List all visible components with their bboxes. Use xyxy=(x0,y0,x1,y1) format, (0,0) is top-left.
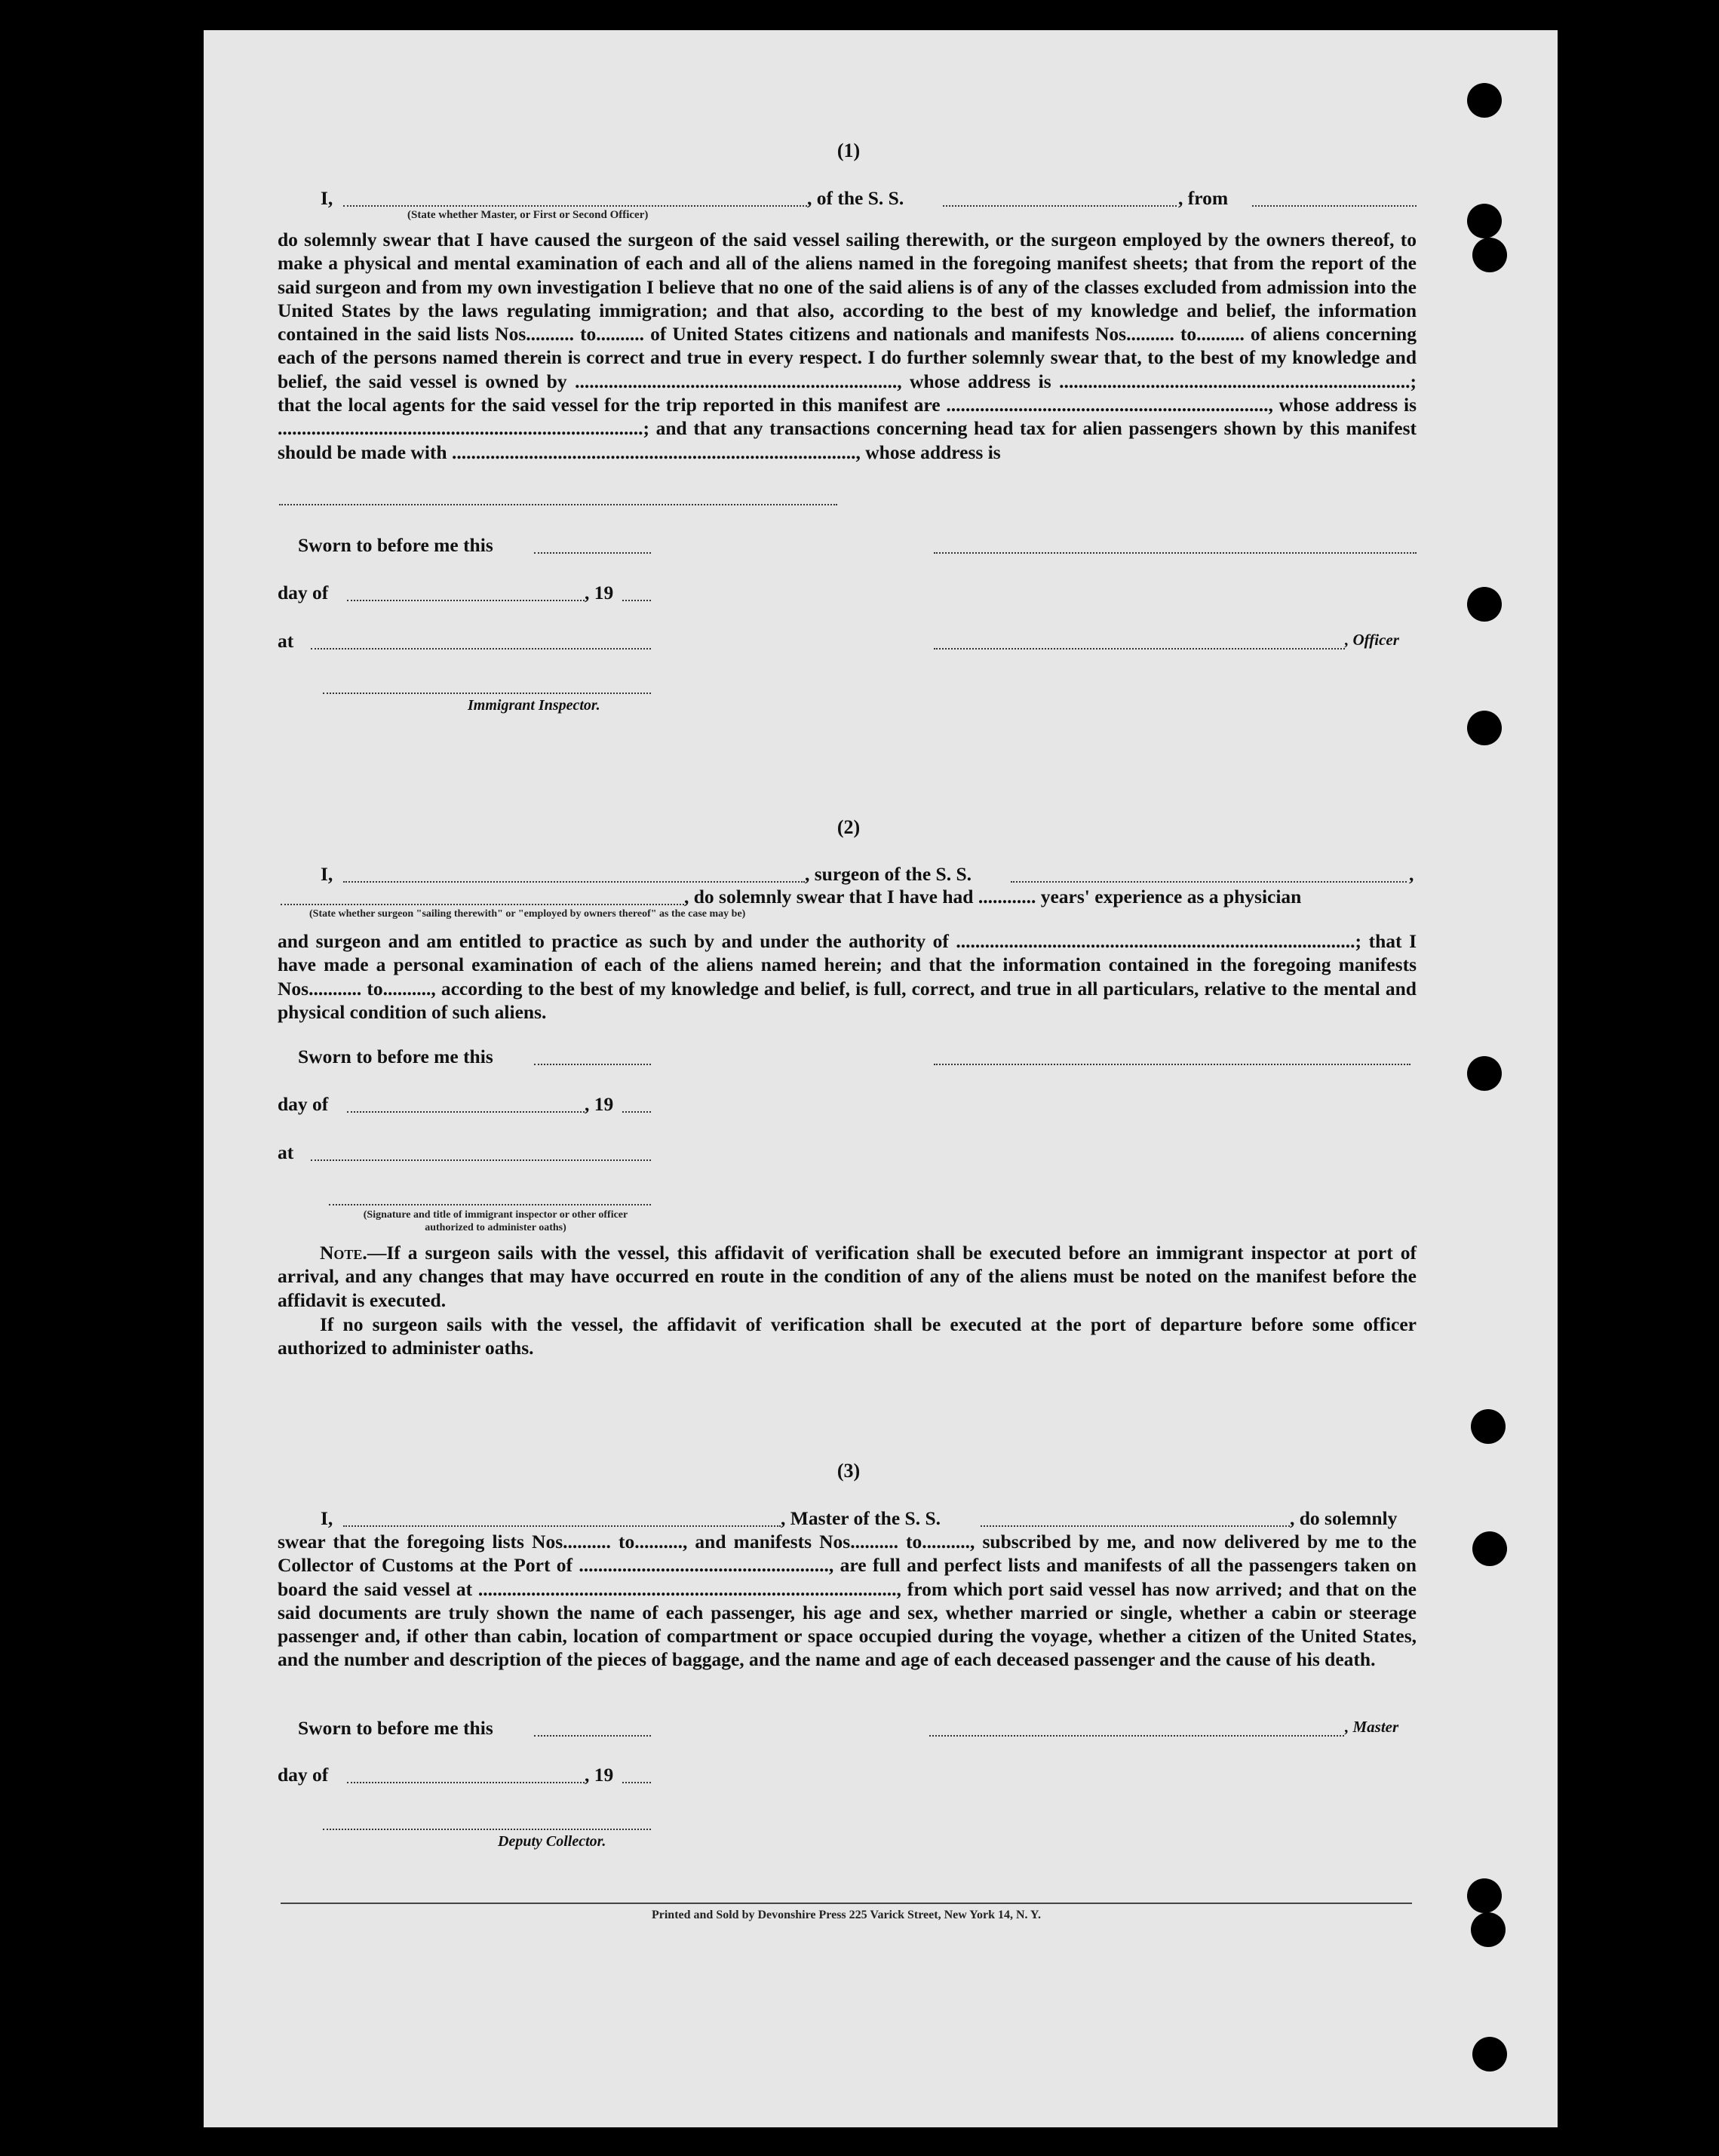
s2-surgeon-blank xyxy=(281,904,684,905)
s2-line2: , do solemnly swear that I have had ............ years' experience as a physician xyxy=(684,886,1302,908)
s3-i: I, xyxy=(321,1507,333,1529)
s1-inspector-label: Immigrant Inspector. xyxy=(468,697,600,714)
s3-master-sig-blank xyxy=(929,1735,1344,1737)
s1-year: , 19 xyxy=(585,582,614,603)
s3-year-blank xyxy=(622,1782,651,1783)
s2-day-blank xyxy=(347,1111,585,1113)
s1-at: at xyxy=(278,630,294,652)
s1-sworn: Sworn to before me this xyxy=(298,534,493,556)
s1-day-of: day of xyxy=(278,582,329,603)
s2-at-blank xyxy=(311,1159,651,1161)
s3-day-blank xyxy=(347,1782,585,1783)
s3-sworn-blank xyxy=(534,1735,651,1737)
note-label: Note. xyxy=(320,1242,367,1264)
s1-sworn-blank xyxy=(534,552,651,554)
s2-sig-blank xyxy=(934,1064,1411,1065)
s1-i: I, xyxy=(321,187,333,209)
punch-hole xyxy=(1467,204,1502,238)
s2-surgeon-label: , surgeon of the S. S. xyxy=(805,863,972,885)
footer-printer: Printed and Sold by Devonshire Press 225 Varick Street, New York 14, N. Y. xyxy=(651,1909,1042,1921)
section-2-number: (2) xyxy=(836,816,861,838)
s1-from-blank xyxy=(1252,205,1417,207)
s3-day-of: day of xyxy=(278,1764,329,1786)
s1-officer-caption: (State whether Master, or First or Second Officer) xyxy=(407,209,649,221)
s2-signature-caption: (Signature and title of immigrant inspector or other officer authorized to administer oaths) xyxy=(363,1209,628,1233)
s1-officer-sig-blank xyxy=(934,552,1417,554)
s2-comma: , xyxy=(1409,863,1414,885)
s1-address-blank xyxy=(279,504,837,505)
s2-year: , 19 xyxy=(585,1093,614,1115)
s3-do-solemnly: , do solemnly xyxy=(1290,1507,1398,1529)
s1-year-blank xyxy=(622,600,651,601)
punch-hole xyxy=(1471,1912,1506,1947)
note-text: —If a surgeon sails with the vessel, this affidavit of verification shall be executed before an immigrant inspector at port of arrival, and any changes that may have occurred en route in the condition of any of the aliens must be noted on the manifest before the affidavit is executed. xyxy=(278,1242,1417,1311)
punch-hole xyxy=(1467,1878,1502,1913)
s2-paragraph: and surgeon and am entitled to practice as such by and under the authority of ...................................................................................; that I have made a personal examination of each of the aliens named herein; and that the information contained in the foregoing manifests Nos........... to.........., according to the best of my knowledge and belief, is full, correct, and true in all particulars, relative to the mental and physical condition of such aliens. xyxy=(278,930,1417,1023)
s3-name-blank xyxy=(343,1525,781,1527)
s3-master-label2: , Master xyxy=(1345,1718,1399,1736)
s2-at: at xyxy=(278,1141,294,1163)
s1-paragraph: do solemnly swear that I have caused the surgeon of the said vessel sailing therewith, or the surgeon employed by the owners thereof, to make a physical and mental examination of each and all of the aliens named in the foregoing manifest sheets; that from the report of the said surgeon and from my own investigation I believe that no one of the said aliens is of any of the classes excluded from admission into the United States by the laws regulating immigration; and that also, according to the best of my knowledge and belief, the information contained in the said lists Nos.......... to.......... of United States citizens and nationals and manifests Nos.......... to.......... of aliens concerning each of the persons named therein is correct and true in every respect. I do further solemnly swear that, to the best of my knowledge and belief, the said vessel is owned by ..................................................................., whose address is .........................................................................; that the local agents for the said vessel for the trip reported in this manifest are ..................................................................., whose address is ............................................................................; and that any transactions concerning head tax for alien passengers shown by this manifest should be made with ...................................................................................., whose address is xyxy=(278,229,1417,463)
footer-rule xyxy=(281,1903,1412,1904)
punch-hole xyxy=(1467,711,1502,745)
s2-i: I, xyxy=(321,863,333,885)
s2-year-blank xyxy=(622,1111,651,1113)
s3-ship-blank xyxy=(981,1525,1290,1527)
s1-ss-label: , of the S. S. xyxy=(807,187,904,209)
s3-collector-blank xyxy=(323,1829,651,1830)
s2-note xyxy=(278,1241,1417,1312)
s3-paragraph: swear that the foregoing lists Nos.......... to.........., and manifests Nos.......... to.........., subscribed by me, and now delivered by me to the Collector of Customs at the Port of ...................................................., are full and perfect lists and manifests of all the passengers taken on board the said vessel at ......................................................................................., from which port said vessel has now arrived; and that on the said documents are truly shown the name of each passenger, his age and sex, whether married or single, whether a cabin or steerage passenger and, if other than cabin, location of compartment or space occupied during the voyage, whether a citizen of the United States, and the number and description of the pieces of baggage, and the name and age of each deceased passenger and the cause of his death. xyxy=(278,1531,1417,1671)
s3-sworn: Sworn to before me this xyxy=(298,1717,493,1739)
s2-inspector-blank xyxy=(329,1204,651,1205)
s2-note2: If no surgeon sails with the vessel, the affidavit of verification shall be executed at the port of departure before some officer authorized to administer oaths. xyxy=(278,1313,1417,1359)
punch-hole xyxy=(1471,1409,1506,1444)
s2-ship-blank xyxy=(1011,881,1407,883)
s1-officer-blank xyxy=(343,205,807,207)
s3-collector-label: Deputy Collector. xyxy=(498,1833,606,1850)
s1-officer-label: , Officer xyxy=(1345,631,1399,649)
section-1-number: (1) xyxy=(836,140,861,161)
punch-hole xyxy=(1472,238,1507,272)
s3-master-label: , Master of the S. S. xyxy=(781,1507,941,1529)
punch-hole xyxy=(1467,1056,1502,1091)
s1-at-blank xyxy=(311,648,651,650)
s3-year: , 19 xyxy=(585,1764,614,1786)
punch-hole xyxy=(1467,83,1502,118)
punch-hole xyxy=(1472,1531,1507,1566)
s2-sworn: Sworn to before me this xyxy=(298,1046,493,1067)
s2-name-blank xyxy=(343,881,805,883)
s2-day-of: day of xyxy=(278,1093,329,1115)
punch-hole xyxy=(1467,587,1502,622)
s1-from-label: , from xyxy=(1178,187,1229,209)
s2-sworn-blank xyxy=(534,1064,651,1065)
punch-hole xyxy=(1472,2037,1507,2072)
s1-day-blank xyxy=(347,600,585,601)
s2-surgeon-caption: (State whether surgeon "sailing therewith" or "employed by owners thereof" as the case may be) xyxy=(309,908,746,920)
s1-officer-blank2 xyxy=(934,648,1345,650)
s1-ship-blank xyxy=(943,205,1177,207)
section-3-number: (3) xyxy=(836,1460,861,1482)
s1-inspector-blank xyxy=(323,693,651,694)
